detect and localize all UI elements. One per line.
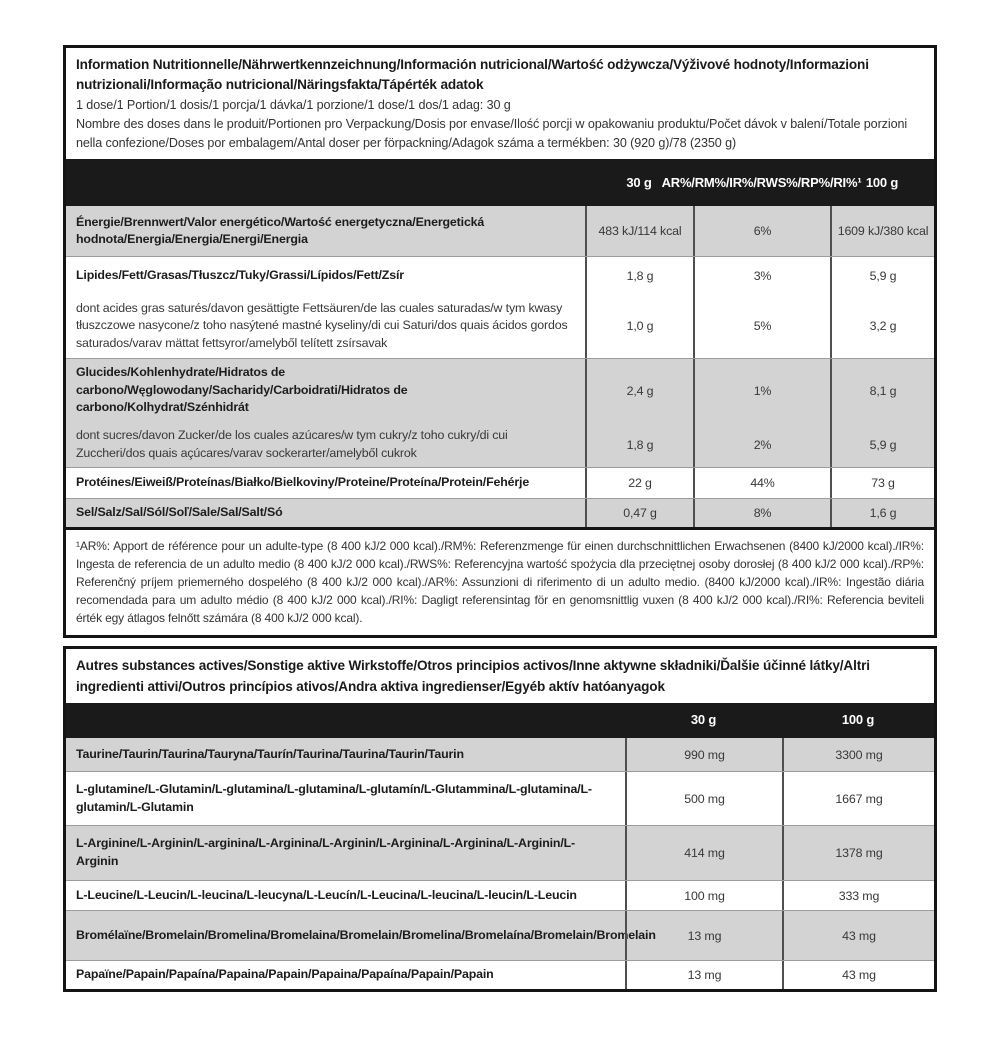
nutrition-title: Information Nutritionnelle/Nährwertkennzeichnung/Información nutricional/Wartość odżywcza/Výživové hodnoty/Informazioni nutrizionali/Informação nutricional/Näringsfakta/Tápérték adatok [76,57,869,93]
value-reference-intake: 8% [693,499,830,527]
value-100g: 73 g [830,468,934,498]
value-reference-intake: 44% [693,468,830,498]
table-row-sugars [66,422,934,467]
nutrient-name: dont acides gras saturés/davon gesättigte Fettsäuren/de las cuales saturadas/w tym kwasy tłuszczowe nasycone/z toho nasýtené mastné kyseliny/di cui Saturi/dos quais ácidos gordos saturados/varav mättat fettsyror/amelyből telített zsírsavak [76,300,568,350]
nutrient-name: Sel/Salz/Sal/Sól/Soľ/Sale/Sal/Salt/Só [76,505,283,520]
table-row-fat [66,256,934,294]
nutrient-name: Énergie/Brennwert/Valor energético/Wartość energetyczna/Energetická hodnota/Energia/Energia/Energi/Energia [76,214,485,247]
value-reference-intake: 3% [693,257,830,294]
value-30g: 1,8 g [585,422,693,467]
column-header-100g: 100 g [841,712,875,728]
substance-name: Bromélaïne/Bromelain/Bromelina/Bromelaina/Bromelain/Bromelina/Bromelaína/Bromelain/Bromelain [76,927,656,942]
value-reference-intake: 5% [693,294,830,358]
value-30g: 100 mg [625,881,782,910]
value-30g: 22 g [585,468,693,498]
supplement-label [63,45,937,992]
value-30g: 500 mg [625,772,782,825]
value-30g: 13 mg [625,911,782,960]
substance-name: L-Leucine/L-Leucin/L-leucina/L-leucyna/L-Leucín/L-Leucina/L-leucina/L-leucin/L-Leucin [76,887,577,902]
value-100g: 5,9 g [830,422,934,467]
value-100g: 3,2 g [830,294,934,358]
substance-name: Taurine/Taurin/Taurina/Tauryna/Taurín/Taurina/Taurina/Taurin/Taurin [76,746,464,761]
nutrition-title-box [66,48,934,159]
column-header-row [66,703,934,738]
value-30g: 2,4 g [585,359,693,422]
serving-size-line: 1 dose/1 Portion/1 dosis/1 porcja/1 dávka/1 porzione/1 dose/1 dos/1 adag: 30 g [76,97,511,112]
active-substances-table [63,646,937,991]
value-100g: 43 mg [782,961,934,989]
table-row-carbohydrate [66,358,934,422]
column-header-100g: 100 g [865,174,899,190]
value-30g: 1,8 g [585,257,693,294]
nutrition-table [63,45,937,638]
table-row-glutamine [66,771,934,825]
table-row-saturated-fat [66,294,934,358]
active-substances-title: Autres substances actives/Sonstige aktive Wirkstoffe/Otros principios activos/Inne aktywne składniki/Ďalšie účinné látky/Altri ingredienti attivi/Outros princípios ativos/Andra aktiva ingredienser/Egyéb aktív hatóanyagok [76,658,870,694]
column-header-30g: 30 g [690,712,717,728]
table-row-energy [66,206,934,256]
value-100g: 1378 mg [782,826,934,880]
table-row-bromelain [66,910,934,960]
value-100g: 1,6 g [830,499,934,527]
active-substances-title-box [66,649,934,703]
table-row-arginine [66,825,934,880]
column-header-reference-intake: AR%/RM%/IR%/RWS%/RP%/RI%¹ [661,174,862,190]
value-100g: 8,1 g [830,359,934,422]
value-30g: 13 mg [625,961,782,989]
value-reference-intake: 6% [693,206,830,256]
substance-name: L-Arginine/L-Arginin/L-arginina/L-Arginina/L-Arginin/L-Arginina/L-Arginina/L-Arginin/L-Arginin [76,836,576,869]
nutrient-name: Lipides/Fett/Grasas/Tłuszcz/Tuky/Grassi/Lípidos/Fett/Zsír [76,267,404,282]
table-row-papain [66,960,934,989]
value-100g: 43 mg [782,911,934,960]
column-header-row [66,159,934,206]
table-row-salt [66,498,934,527]
nutrient-name: Protéines/Eiweiß/Proteínas/Białko/Bielkoviny/Proteine/Proteína/Protein/Fehérje [76,475,530,490]
table-row-leucine [66,880,934,910]
column-header-30g: 30 g [626,174,652,190]
substance-name: L-glutamine/L-Glutamin/L-glutamina/L-glutamina/L-glutamín/L-Glutammina/L-glutamina/L-glutamin/L-Glutamin [76,781,592,814]
value-30g: 1,0 g [585,294,693,358]
value-30g: 0,47 g [585,499,693,527]
value-30g: 990 mg [625,738,782,771]
substance-name: Papaïne/Papain/Papaína/Papaina/Papain/Papaina/Papaína/Papain/Papain [76,967,494,982]
table-row-protein [66,467,934,498]
value-30g: 414 mg [625,826,782,880]
value-30g: 483 kJ/114 kcal [585,206,693,256]
value-100g: 3300 mg [782,738,934,771]
nutrient-name: Glucides/Kohlenhydrate/Hidratos de carbono/Węglowodany/Sacharidy/Carboidrati/Hidratos de carbono/Kolhydrat/Szénhidrát [76,365,408,415]
nutrient-name: dont sucres/davon Zucker/de los cuales azúcares/w tym cukry/z toho cukry/di cui Zuccheri/dos quais açúcares/varav sockerarter/amelyből cukrok [76,428,508,460]
value-100g: 5,9 g [830,257,934,294]
reference-intake-footnote: ¹AR%: Apport de référence pour un adulte-type (8 400 kJ/2 000 kcal)./RM%: Referenzmenge für einen durchschnittlichen Erwachsenen (8400 kJ/2000 kcal)./IR%: Ingesta de referencia de un adulto medio (8 400 kJ/2 000 kcal)./RWS%: Referencyjna wartość spożycia dla przeciętnej osoby dorosłej (8 400 kJ/2 000 kcal)./RP%: Referenčný príjem priemerného dospelého (8 400 kJ/2 000 kcal)./AR%: Assunzioni di riferimento di un adulto medio. (8400 kJ/2000 kcal)./IR%: Ingestão diária recomendada para um adulto médio (8 400 kJ/2 000 kcal)./RI%: Dagligt referensintag för en genomsnittlig vuxen (8 400 kJ/2 000 kcal)./RI%: Referencia beviteli érték egy átlagos felnőtt számára (8 400 kJ/2 000 kcal). [66,527,934,635]
value-reference-intake: 1% [693,359,830,422]
value-reference-intake: 2% [693,422,830,467]
value-100g: 333 mg [782,881,934,910]
value-100g: 1667 mg [782,772,934,825]
servings-per-container-line: Nombre des doses dans le produit/Portionen pro Verpackung/Dosis por envase/Ilość porcji w opakowaniu produktu/Počet dávok v balení/Totale porzioni nella confezione/Doses por embalagem/Antal doser per förpackning/Adagok száma a termékben: 30 (920 g)/78 (2350 g) [76,116,908,151]
value-100g: 1609 kJ/380 kcal [830,206,934,256]
table-row-taurine [66,738,934,771]
